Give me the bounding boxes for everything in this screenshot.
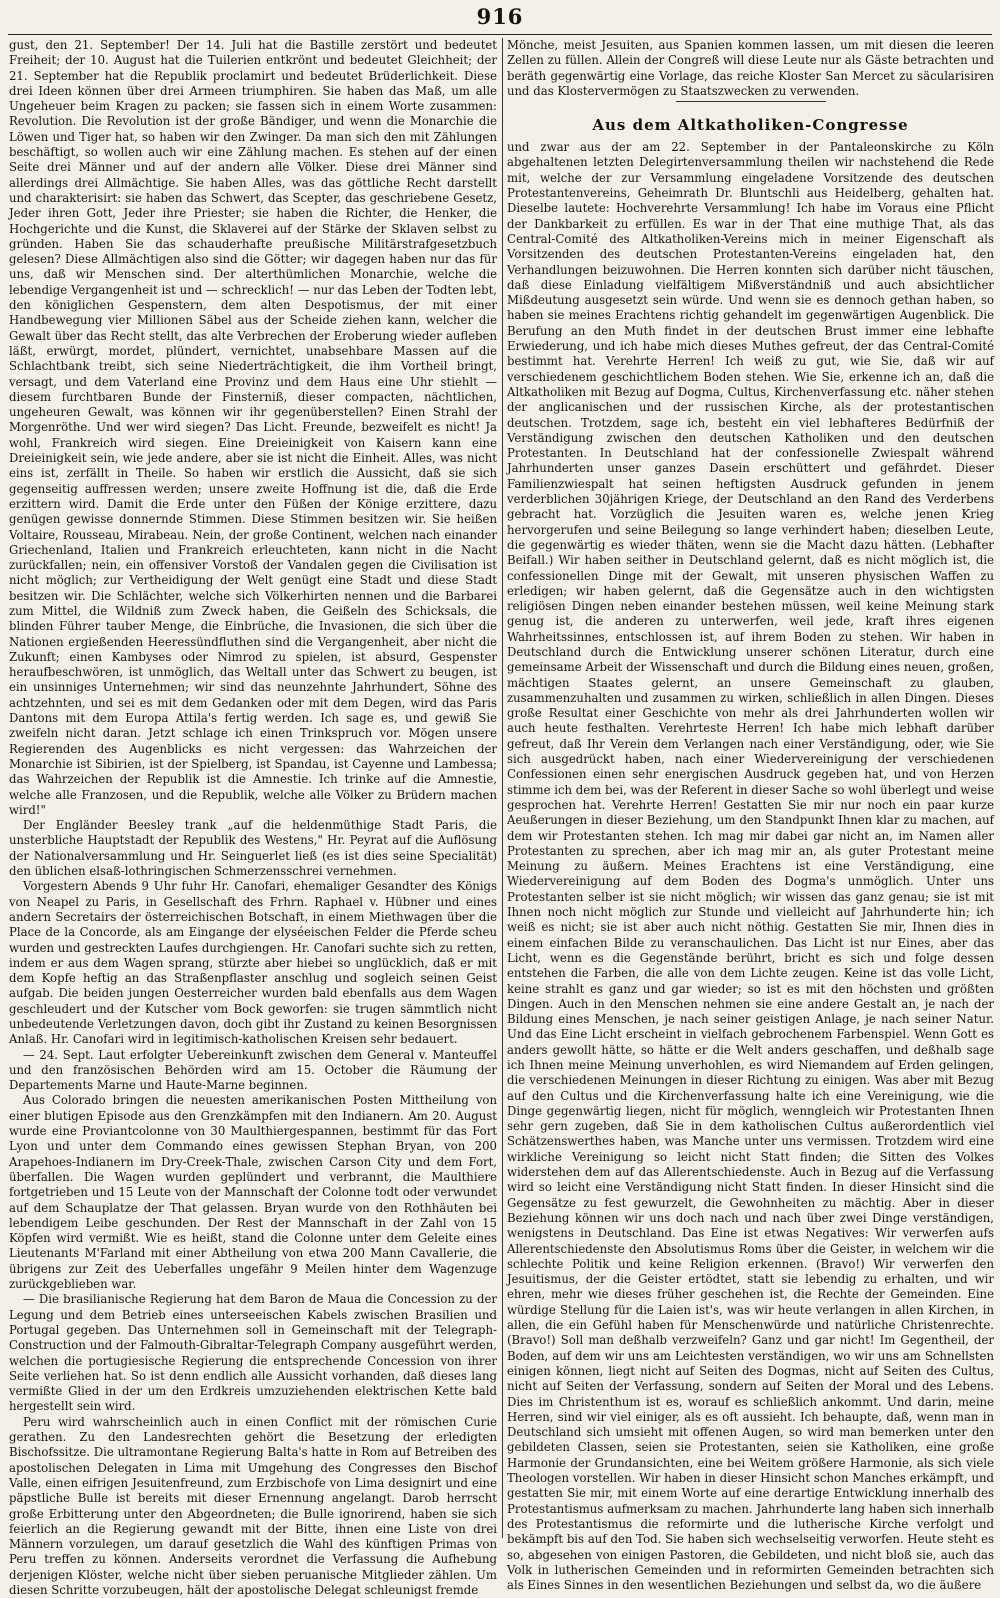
article-paragraph: — 24. Sept. Laut erfolgter Uebereinkunft zwischen dem General v. Manteuffel und den französischen Behörden wird am 15. October die Räumung der Departements Marne und Haute-Marne beginnen.: [9, 1047, 497, 1093]
left-column: [9, 38, 497, 1597]
right-column: [507, 38, 994, 1593]
article-paragraph: Peru wird wahrscheinlich auch in einen Conflict mit der römischen Curie gerathen. Zu den Landesrechten gehört die Besetzung der erledigten Bischofssitze. Die ultramontane Regierung Balta's hatte in Rom auf Betreiben des apostolischen Delegaten in Lima mit Umgehung des Congresses den Bischof Valle, einen eifrigen Jesuitenfreund, zum Erzbischofe von Lima designirt und eine päpstliche Bulle ist bereits mit dieser Ernennung angelangt. Darob herrscht große Erbitterung unter den Abgeordneten; die Bulle ignorirend, haben sie sich feierlich an die Regierung gewandt mit der Bitte, ihnen eine Liste von drei Männern vorzulegen, um darauf gesetzlich die Wahl des künftigen Primas von Peru treffen zu können. Anderseits verordnet die Verfassung die Aufhebung derjenigen Klöster, welche nicht über sieben peruanische Mitglieder zählen. Um diesen Schritte vorzubeugen, hält der apostolische Delegat schleunigst fremde: [9, 1414, 497, 1597]
article-paragraph: gust, den 21. September! Der 14. Juli hat die Bastille zerstört und bedeutet Freiheit; der 10. August hat die Tuilerien entkrönt und bedeutet Gleichheit; der 21. September hat die Republik proclamirt und bedeutet Brüderlichkeit. Diese drei Ideen können über drei Armeen triumphiren. Sie haben das Maß, um alle Ungeheuer beim Kragen zu packen; sie fassen sich in einem Worte zusammen: Revolution. Die Revolution ist der große Bändiger, und wenn die Monarchie die Löwen und Tiger hat, so haben wir den Zwinger. Da man sich den mit Zählungen beschäftigt, so wollen auch wir eine Zählung machen. Es stehen auf der einen Seite drei Männer und auf der andern alle Völker. Diese drei Männer sind allerdings drei Allmächtige. Sie haben Alles, was das göttliche Recht darstellt und charakterisirt: sie haben das Schwert, das Scepter, das geschriebene Gesetz, Jeder ihren Gott, Jeder ihre Priester; sie haben die Richter, die Henker, die Hochgerichte und die Kunst, die Sklaverei auf der Stärke der Sklaven selbst zu gründen. Haben Sie das schauderhafte preußische Militärstrafgesetzbuch gelesen? Diese Allmächtigen also sind die Götter; wir dagegen haben nur das für uns, daß wir Menschen sind. Der alterthümlichen Monarchie, welche die lebendige Vergangenheit ist und — schrecklich! — nur das Leben der Todten lebt, den königlichen Gespenstern, dem alten Despotismus, der mit einer Handbewegung vier Millionen Säbel aus der Scheide ziehen kann, welcher die Gewalt über das Recht stellt, das alte Verbrechen der Eroberung wieder aufleben läßt, erwürgt, mordet, plündert, vernichtet, unabsehbare Massen auf die Schlachtbank treibt, sich seine Niederträchtigkeit, die ihm Vortheil bringt, versagt, und dem Vaterland eine Provinz und dem Haus eine Uhr stiehlt — diesem furchtbaren Bunde der Finsterniß, dieser compacten, nächtlichen, ungeheuren Gewalt, was können wir ihr gegenüberstellen? Einen Strahl der Morgenröthe. Und wer wird siegen? Das Licht. Freunde, bezweifelt es nicht! Ja wohl, Frankreich wird siegen. Eine Dreieinigkeit von Kaisern kann eine Dreieinigkeit sein, wie jede andere, aber sie ist nicht die Einheit. Alles, was nicht eins ist, zerfällt in Theile. So haben wir erstlich die Aussicht, daß sie sich gegenseitig auffressen werden; unsere zweite Hoffnung ist die, daß die Erde erzittern wird. Damit die Erde unter den Füßen der Könige erzittere, dazu genügen gewisse donnernde Stimmen. Diese Stimmen besitzen wir. Sie heißen Voltaire, Rousseau, Mirabeau. Nein, der große Continent, welchen nach einander Griechenland, Italien und Frankreich erleuchteten, kann nicht in die Nacht zurückfallen; nein, ein offensiver Vorstoß der Vandalen gegen die Civilisation ist nicht möglich; zur Vertheidigung der Welt genügt eine Stadt und diese Stadt besitzen wir. Die Schlächter, welche sich Völkerhirten nennen und die Barbarei zum Mittel, die Wildniß zum Zweck haben, die Geißeln des Schicksals, die blinden Führer tauber Menge, die Einbrüche, die Invasionen, die sich über die Nationen ergießenden Heeressündfluthen sind die Vergangenheit, aber nicht die Zukunft; einen Kambyses oder Nimrod zu spielen, ist absurd, Gespenster heraufbeschwören, ist unmöglich, das Weltall unter das Schwert zu beugen, ist ein unsinniges Unternehmen; wir sind das neunzehnte Jahrhundert, Söhne des achtzehnten, und sei es mit dem Gedanken oder mit dem Degen, wird das Paris Dantons mit dem Europa Attila's fertig werden. Ich sage es, und gewiß Sie zweifeln nicht daran. Jetzt schlage ich einen Trinkspruch vor. Mögen unsere Regierenden des Augenblicks es nicht vergessen: das Wahrzeichen der Monarchie ist Sibirien, ist der Spielberg, ist Spandau, ist Cayenne und Lambessa; das Wahrzeichen der Republik ist die Amnestie. Ich trinke auf die Amnestie, welche alle Franzosen, und die Republik, welche alle Völker zu Brüdern machen wird!": [9, 38, 497, 817]
column-divider: [502, 38, 503, 1538]
section-rule: [676, 101, 826, 102]
section-heading: Aus dem Altkatholiken-Congresse: [592, 116, 909, 135]
article-paragraph: Vorgestern Abends 9 Uhr fuhr Hr. Canofari, ehemaliger Gesandter des Königs von Neapel zu Paris, in Gesellschaft des Frhrn. Raphael v. Hübner und eines andern Secretairs der österreichischen Botschaft, in einem Miethwagen über die Place de la Concorde, als am Eingange der elyséeischen Felder die Pferde scheu wurden und gestreckten Laufes durchgiengen. Hr. Canofari suchte sich zu retten, indem er aus dem Wagen sprang, stürzte aber hiebei so unglücklich, daß er mit dem Kopfe heftig an das Straßenpflaster anschlug und sogleich seinen Geist aufgab. Die beiden jungen Oesterreicher wurden bald ebenfalls aus dem Wagen geschleudert und der Kutscher vom Bock geworfen: sie trugen sämmtlich nicht unbedeutende Verletzungen davon, doch gibt ihr Zustand zu keinen Besorgnissen Anlaß. Hr. Canofari wird in legitimisch-katholischen Kreisen sehr bedauert.: [9, 879, 497, 1047]
article-paragraph: — Die brasilianische Regierung hat dem Baron de Maua die Concession zu der Legung und dem Betrieb eines unterseeischen Kabels zwischen Brasilien und Portugal gegeben. Das Unternehmen soll in Gemeinschaft mit der Telegraph-Construction und der Falmouth-Gibraltar-Telegraph Company ausgeführt werden, welchen die portugiesische Regierung die entsprechende Concession von ihrer Seite verliehen hat. So ist denn endlich alle Aussicht vorhanden, daß dieses lang vermißte Glied in der um den Erdkreis umzuziehenden elektrischen Kette bald hergestellt sein wird.: [9, 1292, 497, 1414]
page-number: 916: [476, 4, 524, 29]
header-rule: [8, 34, 992, 35]
article-paragraph: Aus Colorado bringen die neuesten amerikanischen Posten Mittheilung von einer blutigen Episode aus den Grenzkämpfen mit den Indianern. Am 20. August wurde eine Proviantcolonne von 30 Maulthiergespannen, bestimmt für das Fort Lyon und unter dem Commando eines gewissen Stephan Bryan, von 200 Arapehoes-Indianern im Dry-Creek-Thale, zwischen Carson City und dem Fort, überfallen. Die Wagen wurden geplündert und verbrannt, die Maulthiere fortgetrieben und 15 Leute von der Mannschaft der Colonne todt oder verwundet auf dem Schauplatze der That gelassen. Bryan wurde von den Rothhäuten bei lebendigem Leibe geschunden. Der Rest der Mannschaft in der Zahl von 15 Köpfen wird vermißt. Wie es heißt, stand die Colonne unter dem Geleite eines Lieutenants M'Farland mit einer Abtheilung von etwa 200 Mann Cavallerie, die übrigens zur Zeit des Ueberfalles ungefähr 9 Meilen hinter dem Wagenzuge zurückgeblieben war.: [9, 1093, 497, 1292]
article-paragraph: Der Engländer Beesley trank „auf die heldenmüthige Stadt Paris, die unsterbliche Hauptstadt der Republik des Westens," Hr. Peyrat auf die Auflösung der Nationalversammlung und Hr. Seinguerlet ließ (es ist dies seine Specialität) den üblichen elsaß-lothringischen Schmerzensschrei vernehmen.: [9, 818, 497, 879]
article-paragraph: und zwar aus der am 22. September in der Pantaleonskirche zu Köln abgehaltenen letzten Delegirtenversammlung theilen wir nachstehend die Rede mit, welche der zur Versammlung eingeladene Vorsitzende des deutschen Protestantenvereins, Geheimrath Dr. Bluntschli aus Heidelberg, gehalten hat. Dieselbe lautete: Hochverehrte Versammlung! Ich habe im Voraus eine Pflicht der Dankbarkeit zu erfüllen. Es war in der That eine muthige That, als das Central-Comité des Altkatholiken-Vereins mich in meiner Eigenschaft als Vorsitzenden des deutschen Protestanten-Vereins eingeladen hat, den Verhandlungen beizuwohnen. Die Herren konnten sich darüber nicht täuschen, daß diese Einladung vielfältigem Mißverständniß und auch absichtlicher Mißdeutung ausgesetzt sein würde. Und wenn sie es dennoch gethan haben, so haben sie meines Erachtens richtig gehandelt im gegenwärtigen Augenblick. Die Berufung an den Muth findet in der deutschen Brust immer eine lebhafte Erwiederung, und ich habe mich dieses Muthes gefreut, der das Central-Comité bestimmt hat. Verehrte Herren! Ich weiß zu gut, wie Sie, daß wir auf verschiedenem geschichtlichem Boden stehen. Wie Sie, erkenne ich an, daß die Altkatholiken mit Bezug auf Dogma, Cultus, Kirchenverfassung etc. näher stehen der anglicanischen und der russischen Kirche, als der protestantischen deutschen. Trotzdem, sage ich, besteht ein viel lebhafteres Bedürfniß der Verständigung zwischen den deutschen Katholiken und den deutschen Protestanten. In Deutschland hat der confessionelle Zwiespalt während Jahrhunderten unser ganzes Dasein erschüttert und gefährdet. Dieser Familienzwiespalt hat seinen heftigsten Ausdruck gefunden in jenem verderblichen 30jährigen Kriege, der Deutschland an den Rand des Verderbens gebracht hat. Vorzüglich die Jesuiten waren es, welche jenen Krieg hervorgerufen und seine Beilegung so lange verhindert haben; dieselben Leute, die gegenwärtig es wieder thäten, wenn sie die Macht dazu hätten. (Lebhafter Beifall.) Wir haben seither in Deutschland gelernt, daß es nicht möglich ist, die confessionellen Dinge mit der Gewalt, mit unseren physischen Waffen zu erledigen; wir haben gelernt, daß die Gegensätze auch in den wichtigsten religiösen Dingen neben einander bestehen müssen, weil keine Meinung stark genug ist, die anderen zu unterwerfen, weil jede, kraft ihres eigenen Wahrheitssinnes, entschlossen ist, auf ihrem Boden zu stehen. Wir haben in Deutschland durch die Entwicklung unserer schönen Literatur, durch eine gemeinsame Arbeit der Wissenschaft und durch die Bildung eines neuen, großen, mächtigen Staates gelernt, an unsere Gemeinschaft zu glauben, zusammenzuhalten und zusammen zu wirken, schließlich in allen Dingen. Dieses große Resultat einer Geschichte von mehr als drei Jahrhunderten wollen wir auch heute festhalten. Verehrteste Herren! Ich habe mich lebhaft darüber gefreut, daß Ihr Verein dem Verlangen nach einer Verständigung, oder, wie Sie sich ausgedrückt haben, nach einer Wiedervereinigung der verschiedenen Confessionen einen sehr energischen Ausdruck gegeben hat, und von Herzen stimme ich dem bei, was der Referent in dieser Sache so wohl überlegt und weise gesprochen hat. Verehrte Herren! Gestatten Sie mir nur noch ein paar kurze Aeußerungen in dieser Beziehung, um den Standpunkt Ihnen klar zu machen, auf dem wir Protestanten stehen. Ich mag mir dabei gar nicht an, im Namen aller Protestanten zu sprechen, aber ich mag mir an, als guter Protestant meine Meinung zu äußern. Meines Erachtens ist eine Verständigung, eine Wiedervereinigung auf dem Boden des Dogma's unmöglich. Unter uns Protestanten selber ist sie nicht möglich; wir wissen das ganz genau; sie ist mit Ihnen noch nicht möglich zur Stunde und vielleicht auf Jahrhunderte hin; ich weiß es nicht; sie ist aber auch nicht nöthig. Gestatten Sie mir, Ihnen dies in einem einfachen Bilde zu veranschaulichen. Das Licht ist nur Eines, aber das Licht, wenn es die Gegenstände berührt, bricht es sich und folge dessen entstehen die Farben, die alle von dem Lichte zeugen. Keine ist das volle Licht, keine strahlt es ganz und gar wieder; so ist es mit den höchsten und größten Dingen. Auch in den Menschen nehmen sie eine andere Gestalt an, je nach der Bildung eines Menschen, je nach seiner geistigen Anlage, je nach seiner Natur. Und das Eine Licht erscheint in vielfach gebrochenem Farbenspiel. Wenn Gott es anders gewollt hätte, so hätte er die Welt anders geschaffen, und deßhalb sage ich Ihnen meine Meinung unverhohlen, es wird Niemandem auf Erden gelingen, die verschiedenen Meinungen in dieser Richtung zu einigen. Was aber mit Bezug auf den Cultus und die Kirchenverfassung halte ich eine Vereinigung, wie die Dinge gegenwärtig liegen, nicht für möglich, wenngleich wir Protestanten Ihnen sehr gern zugeben, daß Sie in dem katholischen Cultus außerordentlich viel Schätzenswerthes haben, was Manche unter uns vermissen. Trotzdem wird eine wirkliche Vereinigung so leicht nicht Statt finden; die Sitten des Volkes widerstehen dem auf das Allerentschiedenste. Auch in Bezug auf die Verfassung wird so leicht eine Verständigung nicht Statt finden. In dieser Hinsicht sind die Gegensätze zu fest gewurzelt, die Gewohnheiten zu mächtig. Aber in dieser Beziehung können wir uns doch nach und nach über zwei Dinge verständigen, wenigstens in Deutschland. Das Eine ist etwas Negatives: Wir verwerfen aufs Allerentschiedenste den Absolutismus Roms über die Geister, in welchem wir die schlechte Politik und keine Religion erkennen. (Bravo!) Wir verwerfen den Jesuitismus, der die Geister ertödtet, statt sie lebendig zu erhalten, und wir ehren, mehr wie dieses früher geschehen ist, die Rechte der Gemeinden. Eine würdige Stellung für die Laien ist's, was wir heute verlangen in allen Kirchen, in allen, die ein Gefühl haben für Menschenwürde und natürliche Christenrechte. (Bravo!) Soll man deßhalb verzweifeln? Ganz und gar nicht! Im Gegentheil, der Boden, auf dem wir uns am Leichtesten verständigen, wo wir uns am Schnellsten einigen können, liegt nicht auf Seiten des Dogmas, nicht auf Seiten des Cultus, nicht auf Seiten der Verfassung, sondern auf Seiten der Moral und des Lebens. Dies im Christenthum ist es, worauf es schließlich ankommt. Und darin, meine Herren, sind wir viel einiger, als es oft aussieht. Ich behaupte, daß, wenn man in Deutschland sich umsieht mit offenen Augen, so wird man bemerken unter den gebildeten Classen, seien sie Protestanten, seien sie Katholiken, eine große Harmonie der Grundansichten, eine bei Weitem größere Harmonie, als sich viele Theologen vorstellen. Wir haben in dieser Hinsicht schon Manches erkämpft, und gestatten Sie mir, mit einem Worte auf eine derartige Entwicklung innerhalb des Protestantismus aufmerksam zu machen. Jahrhunderte lang haben sich innerhalb des Protestantismus die reformirte und die lutherische Kirche verfolgt und bekämpft bis auf den Tod. Sie haben sich wechselseitig verworfen. Heute steht es so, abgesehen von einigen Pastoren, die Gebildeten, und nicht bloß sie, auch das Volk in lutherischen Gemeinden und in reformirten Gemeinden betrachten sich als Eines Sinnes in den wesentlichen Beziehungen und selbst da, wo die äußere: [507, 140, 994, 1593]
article-paragraph: Mönche, meist Jesuiten, aus Spanien kommen lassen, um mit diesen die leeren Zellen zu füllen. Allein der Congreß will diese Leute nur als Gäste betrachten und beräth gegenwärtig eine Vorlage, das reiche Kloster San Mercet zu säcularisiren und das Klostervermögen zu Staatszwecken zu verwenden.: [507, 38, 994, 98]
